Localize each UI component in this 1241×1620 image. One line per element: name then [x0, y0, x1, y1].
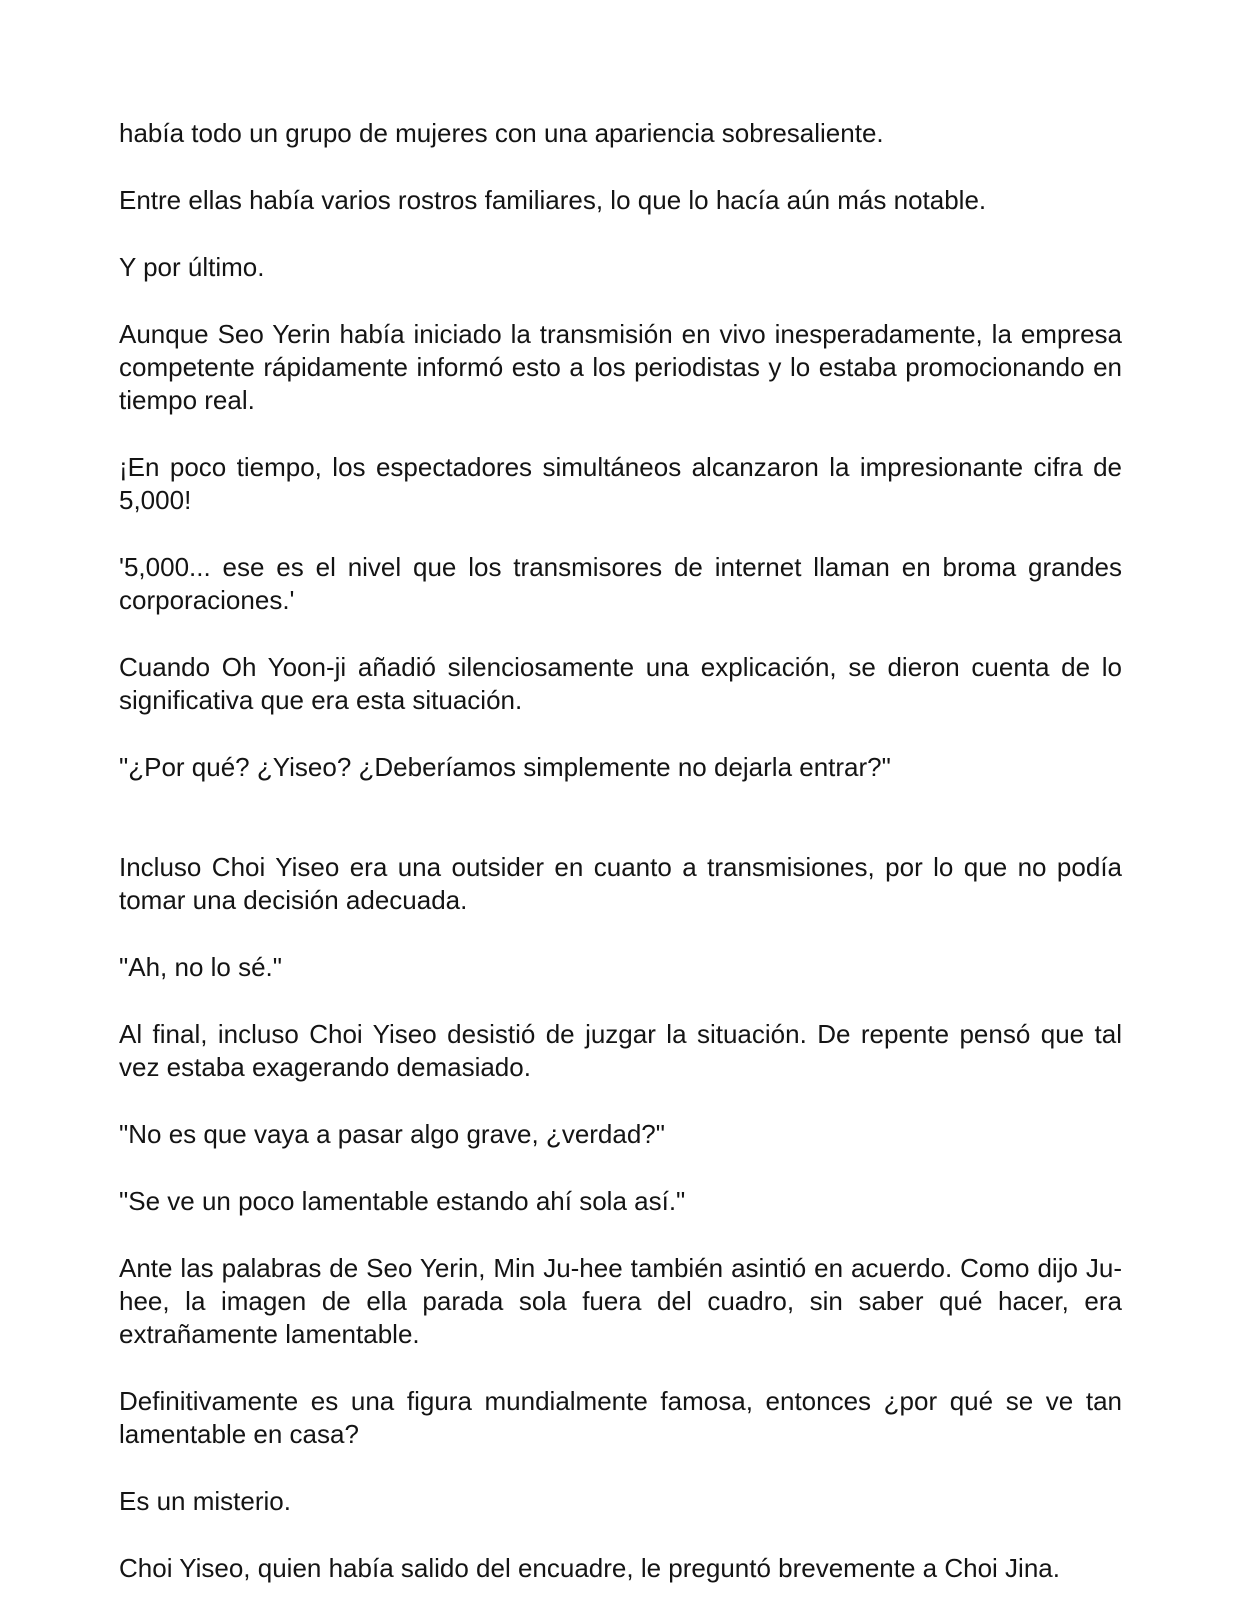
paragraph: Y por último. — [119, 252, 265, 282]
paragraph: Entre ellas había varios rostros familiares, lo que lo hacía aún más notable. — [119, 185, 987, 215]
paragraph: "Ah, no lo sé." — [119, 952, 282, 982]
paragraph: Incluso Choi Yiseo era una outsider en cuanto a transmisiones, por lo que no podía tomar una decisión adecuada. — [119, 852, 1122, 915]
paragraph: "¿Por qué? ¿Yiseo? ¿Deberíamos simplemente no dejarla entrar?" — [119, 752, 891, 782]
paragraph: Es un misterio. — [119, 1486, 291, 1516]
paragraph: Definitivamente es una figura mundialmente famosa, entonces ¿por qué se ve tan lamentable en casa? — [119, 1386, 1122, 1449]
text-column — [119, 117, 1122, 1619]
paragraph: Aunque Seo Yerin había iniciado la transmisión en vivo inesperadamente, la empresa competente rápidamente informó esto a los periodistas y lo estaba promocionando en tiempo real. — [119, 319, 1122, 415]
paragraph: '5,000... ese es el nivel que los transmisores de internet llaman en broma grandes corporaciones.' — [119, 552, 1122, 615]
paragraph: Ante las palabras de Seo Yerin, Min Ju-hee también asintió en acuerdo. Como dijo Ju-hee, la imagen de ella parada sola fuera del cuadro, sin saber qué hacer, era extrañamente lamentable. — [119, 1253, 1122, 1349]
paragraph: Cuando Oh Yoon-ji añadió silenciosamente una explicación, se dieron cuenta de lo significativa que era esta situación. — [119, 652, 1122, 715]
paragraph: Choi Yiseo, quien había salido del encuadre, le preguntó brevemente a Choi Jina. — [119, 1553, 1060, 1583]
paragraph: Al final, incluso Choi Yiseo desistió de juzgar la situación. De repente pensó que tal vez estaba exagerando demasiado. — [119, 1019, 1122, 1082]
paragraph: "No es que vaya a pasar algo grave, ¿verdad?" — [119, 1119, 665, 1149]
paragraph: ¡En poco tiempo, los espectadores simultáneos alcanzaron la impresionante cifra de 5,000! — [119, 452, 1122, 515]
paragraph: "Se ve un poco lamentable estando ahí sola así." — [119, 1186, 686, 1216]
paragraph: había todo un grupo de mujeres con una apariencia sobresaliente. — [119, 118, 884, 148]
